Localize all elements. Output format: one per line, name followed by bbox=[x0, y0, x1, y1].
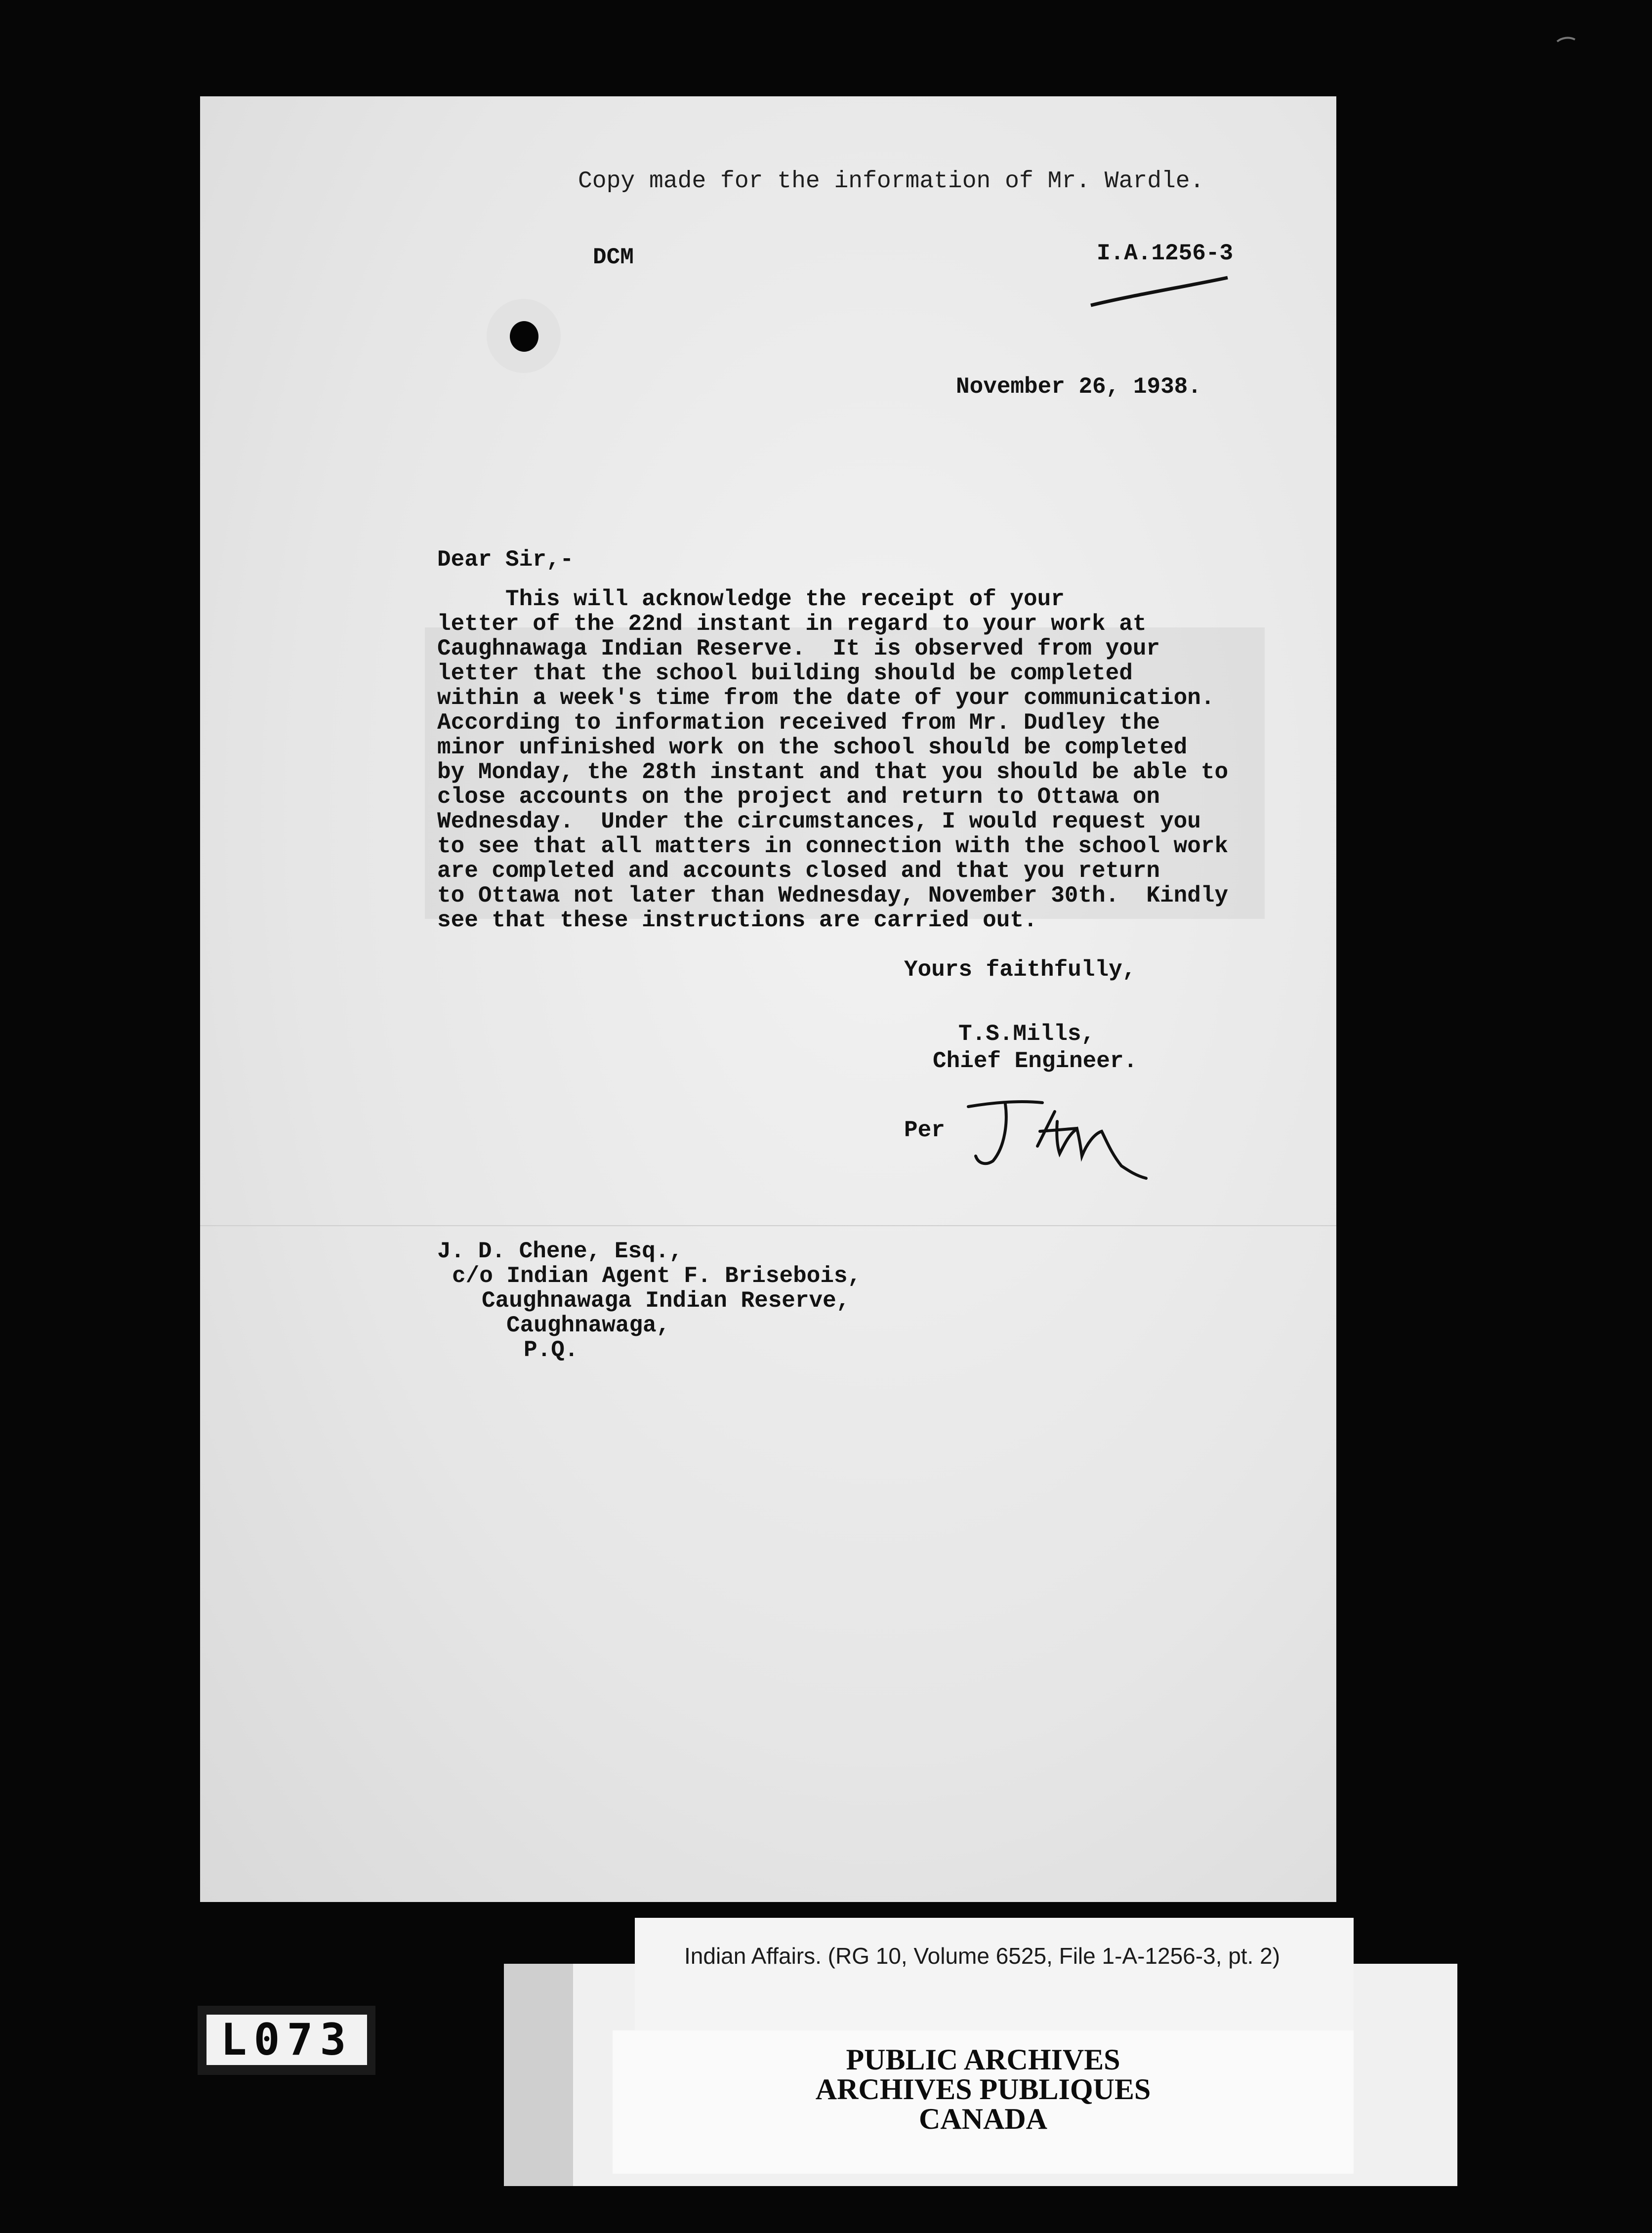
body-line: According to information received from Mr. Dudley the bbox=[437, 710, 1160, 736]
signer-name: T.S.Mills, bbox=[958, 1021, 1095, 1047]
body-line: letter of the 22nd instant in regard to your work at bbox=[437, 611, 1147, 637]
frame-counter: L073 bbox=[206, 2015, 367, 2065]
per-label: Per bbox=[904, 1117, 945, 1143]
address-line: J. D. Chene, Esq., bbox=[437, 1239, 683, 1264]
salutation: Dear Sir,- bbox=[437, 547, 574, 573]
body-line: minor unfinished work on the school should be completed bbox=[437, 735, 1188, 760]
archive-citation: Indian Affairs. (RG 10, Volume 6525, File 1-A-1256-3, pt. 2) bbox=[684, 1943, 1280, 1969]
body-line: to Ottawa not later than Wednesday, November 30th. Kindly bbox=[437, 883, 1229, 909]
letter-date: November 26, 1938. bbox=[956, 374, 1201, 400]
signer-title: Chief Engineer. bbox=[933, 1048, 1138, 1074]
body-line: see that these instructions are carried out. bbox=[437, 908, 1037, 933]
typist-initials: DCM bbox=[593, 245, 634, 270]
body-line: to see that all matters in connection with the school work bbox=[437, 833, 1229, 859]
stamp-line: ARCHIVES PUBLIQUES bbox=[815, 2073, 1151, 2106]
body-line: letter that the school building should be completed bbox=[437, 661, 1133, 686]
underline-mark bbox=[1087, 272, 1235, 311]
fold-line bbox=[200, 1225, 1336, 1226]
body-line: within a week's time from the date of your communication. bbox=[437, 685, 1215, 711]
copy-note: Copy made for the information of Mr. Wardle. bbox=[578, 168, 1204, 195]
address-line: Caughnawaga Indian Reserve, bbox=[482, 1288, 850, 1314]
letter-page bbox=[200, 96, 1336, 1902]
citation-label bbox=[635, 1918, 1354, 2041]
punch-hole-icon bbox=[487, 299, 561, 373]
file-reference: I.A.1256-3 bbox=[1097, 241, 1234, 266]
body-line: Wednesday. Under the circumstances, I would request you bbox=[437, 809, 1201, 834]
body-line: close accounts on the project and return to Ottawa on bbox=[437, 784, 1160, 810]
closing: Yours faithfully, bbox=[904, 957, 1136, 983]
address-line: Caughnawaga, bbox=[506, 1313, 670, 1338]
body-line: by Monday, the 28th instant and that you should be able to bbox=[437, 759, 1229, 785]
body-line: are completed and accounts closed and that you return bbox=[437, 858, 1160, 884]
film-scratch-icon bbox=[1556, 35, 1576, 44]
body-line: This will acknowledge the receipt of your bbox=[437, 586, 1065, 612]
stamp-line: PUBLIC ARCHIVES bbox=[846, 2043, 1120, 2076]
address-line: P.Q. bbox=[524, 1337, 578, 1363]
stamp-backing-edge bbox=[504, 1964, 573, 2186]
stamp-line: CANADA bbox=[919, 2103, 1047, 2135]
body-line: Caughnawaga Indian Reserve. It is observed from your bbox=[437, 636, 1160, 662]
handwritten-signature bbox=[958, 1092, 1166, 1181]
address-line: c/o Indian Agent F. Brisebois, bbox=[452, 1263, 862, 1289]
